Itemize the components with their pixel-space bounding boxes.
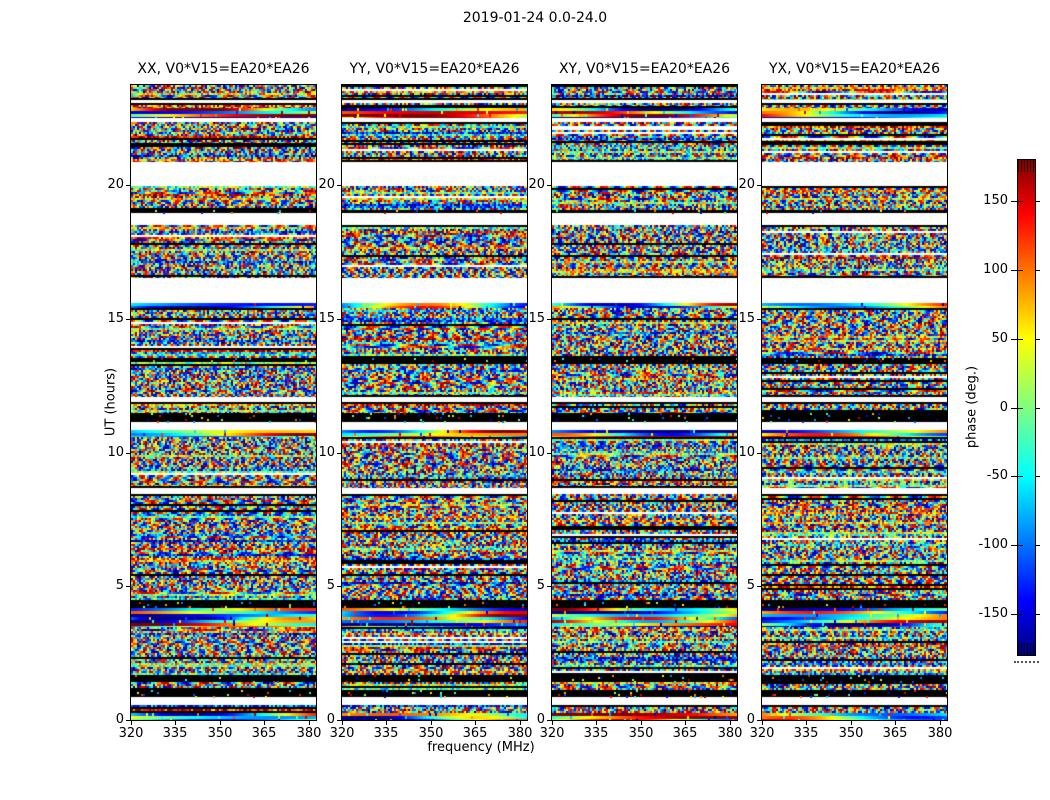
- x-tick-mark: [220, 721, 221, 725]
- x-tick-mark: [596, 721, 597, 725]
- y-tick-mark: [757, 453, 761, 454]
- colorbar-dotted-line: [1014, 661, 1039, 663]
- x-tick-label: 365: [251, 726, 277, 741]
- x-tick-label: 350: [838, 726, 864, 741]
- colorbar-tick-mark: [1011, 545, 1017, 546]
- y-tick-mark: [126, 453, 130, 454]
- y-tick-label: 10: [107, 445, 124, 460]
- x-tick-mark: [851, 721, 852, 725]
- colorbar-tick-mark: [1011, 408, 1017, 409]
- colorbar-tick-mark: [1011, 201, 1017, 202]
- colorbar-hatch-bottom: [1018, 643, 1035, 655]
- x-tick-label: 365: [672, 726, 698, 741]
- x-tick-mark: [762, 721, 763, 725]
- y-tick-mark: [337, 319, 341, 320]
- colorbar-tick-label: -50: [986, 468, 1008, 483]
- colorbar-tick-mark: [1018, 270, 1023, 271]
- panel-xx: [130, 84, 317, 721]
- x-tick-mark: [806, 721, 807, 725]
- y-tick-label: 0: [326, 712, 335, 727]
- y-tick-mark: [757, 319, 761, 320]
- x-tick-mark: [342, 721, 343, 725]
- heatmap-canvas: [762, 85, 947, 720]
- y-tick-label: 15: [107, 311, 124, 326]
- x-tick-label: 380: [507, 726, 533, 741]
- y-tick-label: 10: [528, 445, 545, 460]
- x-tick-mark: [431, 721, 432, 725]
- x-tick-label: 320: [329, 726, 355, 741]
- colorbar-tick-mark: [1018, 545, 1023, 546]
- x-tick-label: 335: [373, 726, 399, 741]
- x-tick-mark: [685, 721, 686, 725]
- colorbar-tick-label: 0: [999, 400, 1008, 415]
- y-tick-label: 0: [536, 712, 545, 727]
- x-tick-label: 350: [207, 726, 233, 741]
- x-axis-label: frequency (MHz): [427, 740, 535, 755]
- heatmap-canvas: [342, 85, 527, 720]
- heatmap-canvas: [552, 85, 737, 720]
- colorbar-tick-mark: [1018, 201, 1023, 202]
- colorbar-tick-mark: [1011, 614, 1017, 615]
- y-tick-mark: [547, 720, 551, 721]
- x-tick-mark: [641, 721, 642, 725]
- colorbar-tick-mark: [1018, 339, 1023, 340]
- y-tick-label: 0: [115, 712, 124, 727]
- colorbar-tick-label: 150: [983, 193, 1008, 208]
- y-tick-label: 10: [738, 445, 755, 460]
- y-tick-mark: [126, 185, 130, 186]
- colorbar-tick-mark: [1011, 339, 1017, 340]
- x-tick-label: 380: [717, 726, 743, 741]
- colorbar-tick-mark: [1036, 339, 1040, 340]
- y-tick-mark: [757, 586, 761, 587]
- colorbar-tick-label: 100: [983, 262, 1008, 277]
- y-tick-label: 20: [318, 177, 335, 192]
- y-tick-label: 5: [115, 578, 124, 593]
- y-tick-label: 15: [318, 311, 335, 326]
- colorbar-tick-label: 50: [991, 331, 1008, 346]
- colorbar-tick-mark: [1011, 476, 1017, 477]
- panel-title: XY, V0*V15=EA20*EA26: [558, 61, 731, 77]
- y-tick-mark: [757, 720, 761, 721]
- colorbar-tick-mark: [1036, 201, 1040, 202]
- colorbar-tick-mark: [1011, 270, 1017, 271]
- figure-title: 2019-01-24 0.0-24.0: [462, 10, 608, 26]
- x-tick-label: 335: [162, 726, 188, 741]
- x-tick-label: 335: [583, 726, 609, 741]
- y-tick-mark: [337, 720, 341, 721]
- colorbar-tick-mark: [1018, 408, 1023, 409]
- y-tick-mark: [547, 453, 551, 454]
- y-tick-mark: [337, 453, 341, 454]
- heatmap-canvas: [131, 85, 316, 720]
- y-tick-label: 0: [746, 712, 755, 727]
- x-tick-label: 350: [418, 726, 444, 741]
- colorbar-tick-mark: [1036, 270, 1040, 271]
- colorbar-label: phase (deg.): [964, 365, 980, 449]
- x-tick-label: 380: [927, 726, 953, 741]
- y-tick-label: 20: [528, 177, 545, 192]
- x-tick-mark: [940, 721, 941, 725]
- y-tick-label: 5: [326, 578, 335, 593]
- colorbar-tick-mark: [1036, 408, 1040, 409]
- x-tick-mark: [475, 721, 476, 725]
- colorbar-tick-mark: [1018, 614, 1023, 615]
- x-tick-mark: [895, 721, 896, 725]
- x-tick-label: 350: [628, 726, 654, 741]
- x-tick-mark: [131, 721, 132, 725]
- colorbar-tick-mark: [1036, 545, 1040, 546]
- y-tick-label: 5: [536, 578, 545, 593]
- x-tick-mark: [175, 721, 176, 725]
- y-tick-mark: [126, 720, 130, 721]
- panel-title: YX, V0*V15=EA20*EA26: [768, 61, 941, 77]
- colorbar-tick-mark: [1036, 476, 1040, 477]
- x-tick-label: 335: [793, 726, 819, 741]
- y-tick-mark: [547, 319, 551, 320]
- y-axis-label: UT (hours): [103, 367, 119, 437]
- panel-xy: [551, 84, 738, 721]
- y-tick-mark: [547, 586, 551, 587]
- x-tick-mark: [264, 721, 265, 725]
- colorbar-tick-mark: [1036, 614, 1040, 615]
- x-tick-label: 365: [882, 726, 908, 741]
- x-tick-label: 320: [749, 726, 775, 741]
- x-tick-label: 380: [296, 726, 322, 741]
- x-tick-label: 320: [539, 726, 565, 741]
- y-tick-mark: [547, 185, 551, 186]
- colorbar-tick-mark: [1018, 476, 1023, 477]
- y-tick-label: 10: [318, 445, 335, 460]
- x-tick-mark: [552, 721, 553, 725]
- panel-yx: [761, 84, 948, 721]
- colorbar-tick-label: -100: [978, 537, 1008, 552]
- y-tick-mark: [126, 586, 130, 587]
- y-tick-label: 5: [746, 578, 755, 593]
- x-tick-label: 320: [118, 726, 144, 741]
- colorbar-tick-label: -150: [978, 606, 1008, 621]
- y-tick-label: 15: [528, 311, 545, 326]
- y-tick-mark: [757, 185, 761, 186]
- x-tick-mark: [386, 721, 387, 725]
- y-tick-label: 15: [738, 311, 755, 326]
- panel-yy: [341, 84, 528, 721]
- x-tick-label: 365: [462, 726, 488, 741]
- panel-title: XX, V0*V15=EA20*EA26: [137, 61, 310, 77]
- y-tick-label: 20: [738, 177, 755, 192]
- colorbar-hatch-top: [1018, 160, 1035, 172]
- panel-title: YY, V0*V15=EA20*EA26: [349, 61, 520, 77]
- y-tick-mark: [126, 319, 130, 320]
- y-tick-label: 20: [107, 177, 124, 192]
- y-tick-mark: [337, 586, 341, 587]
- y-tick-mark: [337, 185, 341, 186]
